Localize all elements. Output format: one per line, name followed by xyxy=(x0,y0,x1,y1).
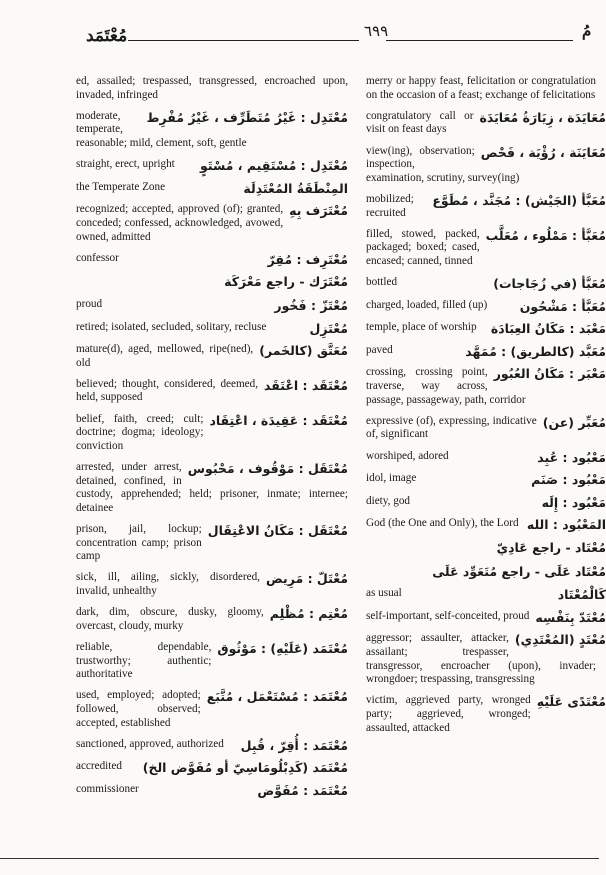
english-definition: crossing, crossing point, traverse, way across, passage, passageway, path, corridor xyxy=(366,366,526,406)
english-definition: moderate, temperate, reasonable; mild, clement, soft, gentle xyxy=(76,109,247,149)
dictionary-entry xyxy=(76,783,348,798)
arabic-headword: مُعْتَدِل : مُسْتَقِيم ، مُسْتَوٍ xyxy=(200,158,348,174)
arabic-headword: مُعْتَمَد : مُسْتَعْمَل ، مُتَّبَع xyxy=(206,689,348,705)
arabic-headword: مُعَايَدَة ، زِيَارَةُ مُعَايَدَة xyxy=(479,109,606,125)
arabic-headword: مُعْتَدِل : غَيْرُ مُتَطَرِّف ، غَيْرُ مُفْرِط xyxy=(146,109,348,125)
arabic-headword: مَعْبَد : مَكَانُ العِبَادَة xyxy=(490,321,606,337)
english-definition: mobilized; recruited xyxy=(366,192,414,219)
arabic-headword: مُعْتَدًى عَلَيْهِ xyxy=(536,694,606,710)
english-definition: bottled xyxy=(366,276,398,289)
edge-guide-word: مُ xyxy=(582,24,592,40)
arabic-headword: مُعْتِم : مُظْلِم xyxy=(269,606,348,622)
dictionary-entry xyxy=(76,760,348,775)
arabic-headword: مَعْبُود : صَنَم xyxy=(531,472,606,488)
dictionary-entry xyxy=(366,694,606,735)
arabic-headword: مُعَبَّد (كالطريق) : مُمَهَّد xyxy=(465,343,606,359)
dictionary-entry xyxy=(366,276,606,292)
arabic-headword: مُعْتَقَد : اعْتَقَد xyxy=(264,377,348,393)
arabic-headword: مُعَبَّأ : مَمْلُوء ، مُعَلَّب xyxy=(485,227,606,243)
dictionary-entry xyxy=(366,298,606,314)
header-rule-left xyxy=(128,40,359,41)
arabic-headword: مُعْتَرَك - راجع مَعْرَكَة xyxy=(224,274,348,290)
arabic-headword: كَالْمُعْتَاد xyxy=(557,587,606,603)
english-definition: merry or happy feast, felicitation or congratulation on the occasion of a feast; exchange of felicitations xyxy=(366,75,596,101)
dictionary-entry xyxy=(366,75,596,102)
english-definition: reliable, dependable, trustworthy; authentic; authoritative xyxy=(76,640,212,681)
page-number: ٦٩٩ xyxy=(364,22,389,40)
english-definition: retired; isolated, secluded, solitary, recluse xyxy=(76,320,267,333)
english-definition: mature(d), aged, mellowed, ripe(ned), old xyxy=(76,343,254,369)
arabic-headword: المَعْبُود : الله xyxy=(526,517,606,533)
english-definition: arrested, under arrest, detained, confined, in custody, apprehended; held; prisoner, inmate; internee; detainee xyxy=(76,461,348,514)
bottom-rule xyxy=(0,858,599,859)
left-column xyxy=(76,75,348,805)
arabic-headword: مُعْتَدّ بِنَفْسِه xyxy=(535,609,606,625)
arabic-headword: مُعْتَمَد : أُقِرّ ، قُبِل xyxy=(240,737,348,753)
dictionary-entry xyxy=(76,181,348,196)
english-definition: straight, erect, upright xyxy=(76,158,175,171)
dictionary-entry xyxy=(76,461,348,515)
dictionary-entry xyxy=(76,343,348,370)
english-definition: view(ing), observation; inspection, examination, scrutiny, survey(ing) xyxy=(366,144,520,184)
arabic-headword: مُعْتَمَد (عَلَيْهِ) : مَوْثُوق xyxy=(217,640,348,656)
english-definition: used, employed; adopted; followed, observed; accepted, established xyxy=(76,689,201,729)
english-definition: victim, aggrieved party, wronged party; aggrieved, wronged; assaulted, attacked xyxy=(366,694,531,734)
english-definition: congratulatory call or visit on feast days xyxy=(366,109,474,136)
english-definition: sick, ill, ailing, sickly, disordered, invalid, unhealthy xyxy=(76,571,260,597)
english-definition: sanctioned, approved, authorized xyxy=(76,737,224,750)
dictionary-entry xyxy=(366,449,606,465)
dictionary-entry xyxy=(366,587,606,603)
right-column xyxy=(366,75,606,743)
dictionary-entry xyxy=(76,298,348,313)
arabic-headword: مُعَبِّر (عن) xyxy=(542,414,606,430)
english-definition: as usual xyxy=(366,587,402,600)
guide-word: مُعْتَمَد xyxy=(86,26,128,45)
dictionary-entry xyxy=(366,192,606,220)
dictionary-entry xyxy=(76,413,348,454)
english-definition: commissioner xyxy=(76,782,139,795)
dictionary-entry xyxy=(366,472,606,488)
english-definition: temple, place of worship xyxy=(366,321,477,334)
dictionary-entry xyxy=(366,414,606,442)
dictionary-entry xyxy=(366,321,606,337)
arabic-headword: مَعْبَر : مَكَانُ العُبُور xyxy=(493,366,606,382)
english-definition: paved xyxy=(366,343,393,356)
dictionary-entry xyxy=(366,609,606,625)
header-rule-right xyxy=(386,40,573,41)
english-definition: recognized; accepted, approved (of); granted, conceded; confessed, acknowledged, avowed, owned, admitted xyxy=(76,203,284,243)
dictionary-entry xyxy=(76,252,348,267)
english-definition: filled, stowed, packed, packaged; boxed; cased, encased; canned, tinned xyxy=(366,227,480,267)
arabic-headword: مُعْتَمَد : مُفَوَّض xyxy=(257,782,348,798)
arabic-headword: مُعَبَّأ (في زُجَاجات) xyxy=(493,276,606,292)
dictionary-entry xyxy=(76,738,348,753)
english-definition: God (the One and Only), the Lord xyxy=(366,517,519,530)
arabic-headword: مُعَتَّق (كالخَمر) xyxy=(259,343,348,359)
dictionary-entry xyxy=(76,321,348,336)
arabic-headword: مُعَبَّأ (الجَيْش) : مُجَنَّد ، مُطَوَّع xyxy=(432,192,606,208)
english-definition: expressive (of), expressing, indicative of, significant xyxy=(366,414,537,441)
english-definition: charged, loaded, filled (up) xyxy=(366,298,488,311)
english-definition: confessor xyxy=(76,251,119,264)
dictionary-entry xyxy=(366,227,606,269)
arabic-headword: مُعْتَقَل : مَوْقُوف ، مَحْبُوس xyxy=(187,461,348,477)
dictionary-entry xyxy=(366,343,606,359)
english-definition: self-important, self-conceited, proud xyxy=(366,609,530,622)
arabic-headword: مَعْبُود : عُبِد xyxy=(537,449,606,465)
arabic-headword: مُعْتَزّ : فَخُور xyxy=(274,297,348,313)
arabic-headword: مُعْتَاد - راجع عَادِيّ xyxy=(496,540,606,555)
english-definition: accredited xyxy=(76,760,122,773)
dictionary-entry xyxy=(76,523,348,564)
arabic-headword: المِنْطَقَةُ المُعْتَدِلَة xyxy=(243,180,348,196)
dictionary-entry xyxy=(76,75,348,102)
dictionary-entry xyxy=(366,144,606,186)
dictionary-entry xyxy=(76,158,348,173)
arabic-headword: مُعْتَزِل xyxy=(309,320,348,336)
english-definition: worshiped, adored xyxy=(366,449,449,462)
english-definition: proud xyxy=(76,297,103,310)
dictionary-entry xyxy=(76,641,348,682)
english-definition: belief, faith, creed; cult; doctrine; dogma; ideology; conviction xyxy=(76,412,204,452)
english-definition: ed, assailed; trespassed, transgressed, encroached upon, invaded, infringed xyxy=(76,75,348,101)
arabic-headword: مُعْتَقَد : عَقِيدَة ، اعْتِقَاد xyxy=(209,412,348,428)
arabic-headword: مُعْتَاد عَلَى - راجع مُتَعَوِّد عَلَى xyxy=(432,563,606,579)
dictionary-entry xyxy=(76,274,348,290)
dictionary-entry xyxy=(366,563,606,580)
dictionary-entry xyxy=(366,540,606,556)
dictionary-entry xyxy=(76,571,348,598)
dictionary-entry xyxy=(76,378,348,405)
dictionary-entry xyxy=(76,606,348,633)
dictionary-entry xyxy=(76,110,348,151)
dictionary-entry xyxy=(76,203,348,244)
english-definition: aggressor; assaulter, attacker, assailant; trespasser, transgressor, encroacher (upon), invader; wrongdoer; trespassing, transgressing xyxy=(366,632,596,686)
dictionary-entry xyxy=(366,109,606,137)
english-definition: believed; thought, considered, deemed, held, supposed xyxy=(76,377,259,404)
english-definition: idol, image xyxy=(366,472,417,485)
dictionary-entry xyxy=(366,366,606,407)
arabic-headword: مُعْتَمَد (كَدِبْلُومَاسِيّ أو مُفَوَّض الخ) xyxy=(142,760,348,776)
arabic-headword: مُعْتَرِف : مُقِرّ xyxy=(267,251,348,267)
arabic-headword: مُعْتَرَف بِهِ xyxy=(289,203,348,219)
english-definition: the Temperate Zone xyxy=(76,180,166,193)
arabic-headword: مُعَايَنَة ، رُؤْيَة ، فَحْص xyxy=(480,144,606,160)
english-definition: diety, god xyxy=(366,494,411,507)
english-definition: prison, jail, lockup; concentration camp; prison camp xyxy=(76,523,202,563)
arabic-headword: مَعْبُود : إِلَه xyxy=(541,494,606,510)
arabic-headword: مُعَبَّأ : مَشْحُون xyxy=(519,298,606,314)
arabic-headword: مُعْتَدٍ (المُعْتَدِي) xyxy=(514,632,606,648)
dictionary-entry xyxy=(366,632,606,686)
dictionary-entry xyxy=(366,494,606,510)
dictionary-entry xyxy=(76,689,348,730)
dictionary-entry xyxy=(366,517,606,533)
arabic-headword: مُعْتَلّ : مَرِيض xyxy=(265,571,348,587)
english-definition: dark, dim, obscure, dusky, gloomy, overcast, cloudy, murky xyxy=(76,606,264,632)
page-header xyxy=(0,18,599,46)
arabic-headword: مُعْتَقَل : مَكَانُ الاعْتِقَال xyxy=(207,523,348,538)
